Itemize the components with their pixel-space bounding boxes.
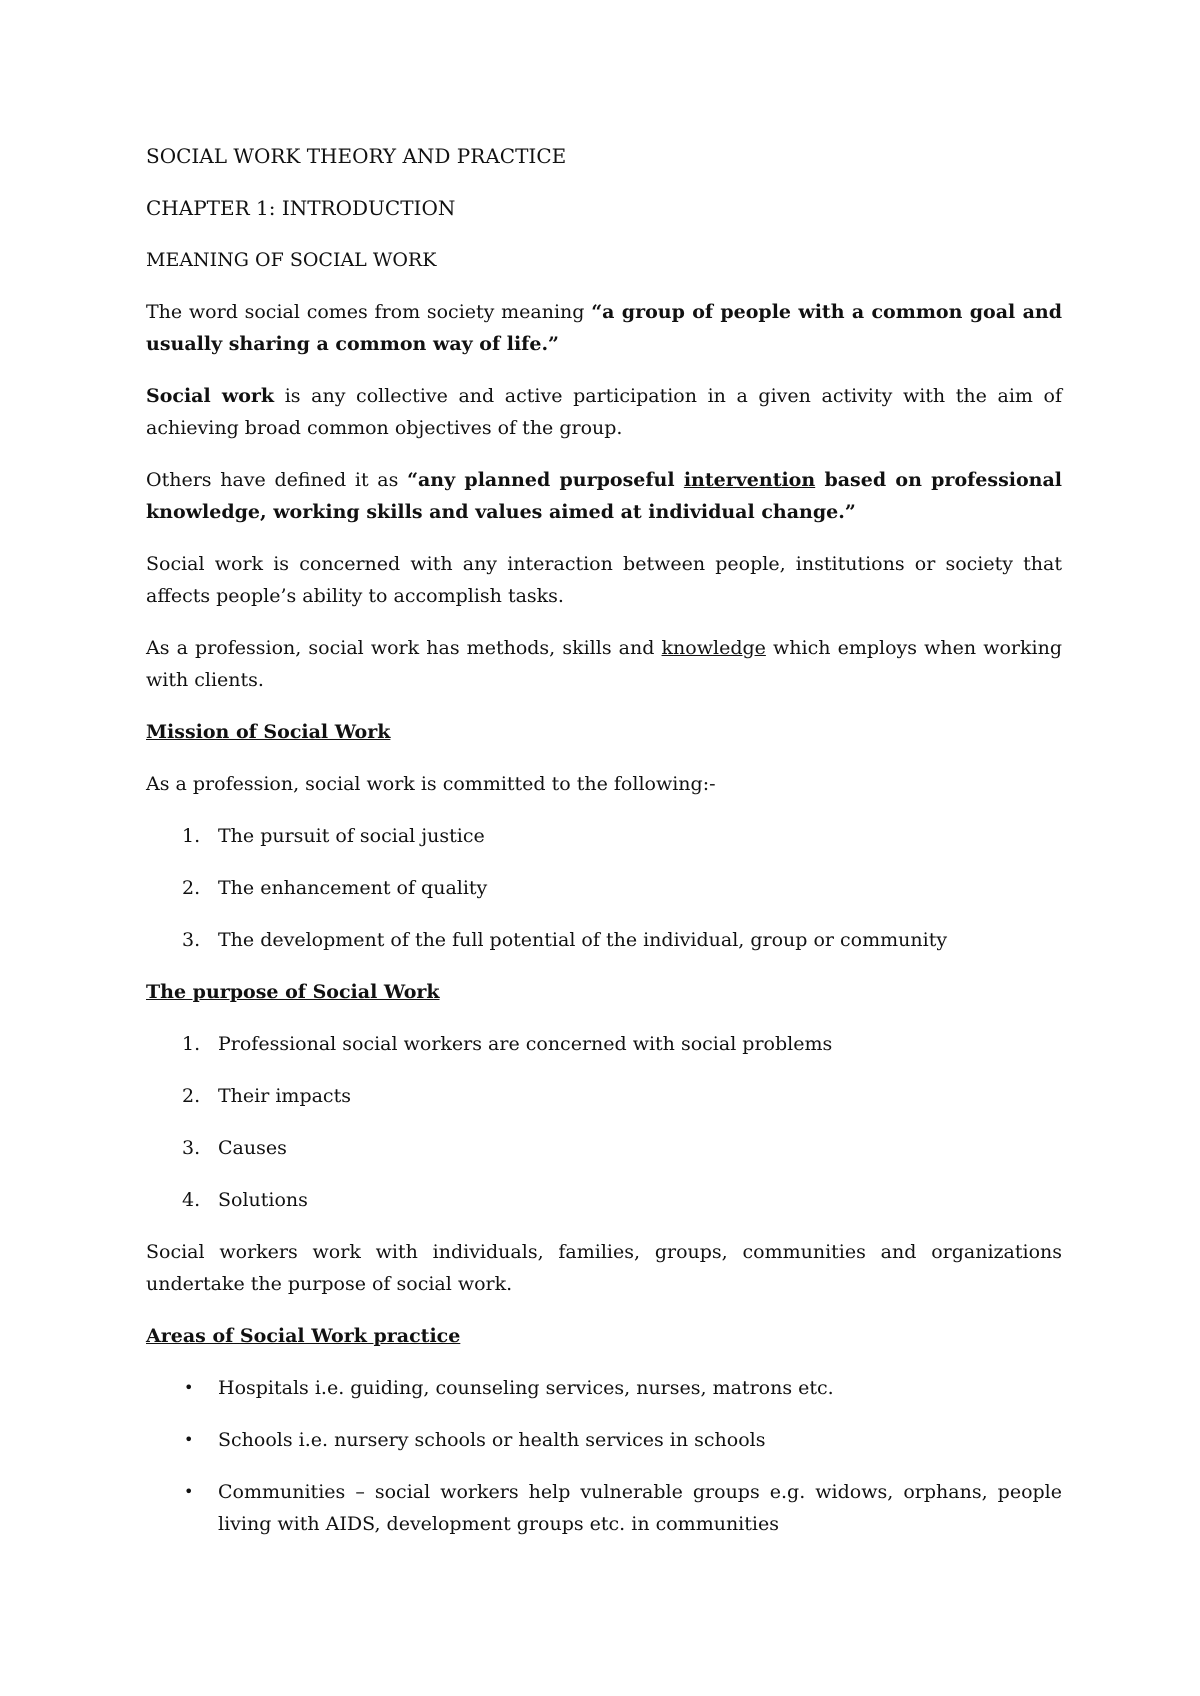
underlined-term: knowledge	[661, 637, 766, 659]
list-number: 2.	[182, 877, 201, 899]
list-item	[146, 924, 1062, 956]
bullet-icon: •	[184, 1378, 194, 1397]
areas-heading: Areas of Social Work practice	[146, 1325, 461, 1347]
paragraph-text: is any collective and active participation in a given activity with the aim of achieving broad common objectives of the group.	[146, 385, 1063, 439]
list-item-text: Causes	[218, 1137, 287, 1159]
list-number: 4.	[182, 1189, 201, 1211]
purpose-list	[146, 1028, 1062, 1216]
list-item	[146, 1080, 1062, 1112]
list-item-text: The pursuit of social justice	[218, 825, 485, 847]
bold-quote: “a group of people with a common goal and usually sharing a common way of life.”	[146, 301, 1062, 355]
purpose-heading: The purpose of Social Work	[146, 981, 440, 1003]
paragraph-text: As a profession, social work has methods, skills and	[146, 637, 662, 659]
list-item	[146, 820, 1062, 852]
document-page	[146, 140, 1062, 1560]
list-item-text: The enhancement of quality	[218, 877, 488, 899]
list-item-text: Their impacts	[218, 1085, 351, 1107]
paragraph-interaction: Social work is concerned with any interaction between people, institutions or society that affects people’s ability to accomplish tasks.	[146, 553, 1062, 607]
list-item	[146, 1372, 1062, 1404]
list-number: 3.	[182, 929, 201, 951]
mission-heading: Mission of Social Work	[146, 721, 391, 743]
paragraph-text: which employs when working with clients.	[146, 637, 1062, 691]
bullet-icon: •	[184, 1430, 194, 1449]
list-item	[146, 1476, 1062, 1540]
document-title: SOCIAL WORK THEORY AND PRACTICE	[146, 144, 567, 168]
list-item	[146, 1184, 1062, 1216]
bold-term: Social work	[146, 385, 275, 407]
list-item	[146, 1424, 1062, 1456]
list-number: 3.	[182, 1137, 201, 1159]
list-number: 1.	[182, 1033, 201, 1055]
bold-quote-start: “any planned purposeful	[407, 469, 684, 491]
paragraph-text: The word social comes from society meaning	[146, 301, 592, 323]
paragraph-profession	[146, 632, 1062, 696]
chapter-heading: CHAPTER 1: INTRODUCTION	[146, 196, 456, 220]
list-number: 2.	[182, 1085, 201, 1107]
list-number: 1.	[182, 825, 201, 847]
list-item	[146, 1028, 1062, 1060]
purpose-closing: Social workers work with individuals, families, groups, communities and organizations undertake the purpose of social work.	[146, 1241, 1062, 1295]
list-item-text: The development of the full potential of the individual, group or community	[218, 929, 948, 951]
list-item-text: Communities – social workers help vulnerable groups e.g. widows, orphans, people living with AIDS, development groups etc. in communities	[218, 1481, 1062, 1535]
paragraph-others-definition	[146, 464, 1062, 528]
list-item-text: Professional social workers are concerned with social problems	[218, 1033, 833, 1055]
underlined-term: intervention	[683, 469, 816, 491]
mission-list	[146, 820, 1062, 956]
list-item-text: Solutions	[218, 1189, 308, 1211]
bullet-icon: •	[184, 1482, 194, 1501]
areas-list	[146, 1372, 1062, 1540]
list-item-text: Hospitals i.e. guiding, counseling services, nurses, matrons etc.	[218, 1377, 834, 1399]
bold-quote-end: based on professional knowledge, working skills and values aimed at individual change.”	[146, 469, 1063, 523]
paragraph-text: Others have defined it as	[146, 469, 408, 491]
list-item	[146, 872, 1062, 904]
meaning-heading: MEANING OF SOCIAL WORK	[146, 249, 437, 271]
list-item	[146, 1132, 1062, 1164]
paragraph-social-work-definition	[146, 380, 1062, 444]
mission-intro: As a profession, social work is committed to the following:-	[146, 773, 716, 795]
list-item-text: Schools i.e. nursery schools or health services in schools	[218, 1429, 766, 1451]
paragraph-social-definition	[146, 296, 1062, 360]
